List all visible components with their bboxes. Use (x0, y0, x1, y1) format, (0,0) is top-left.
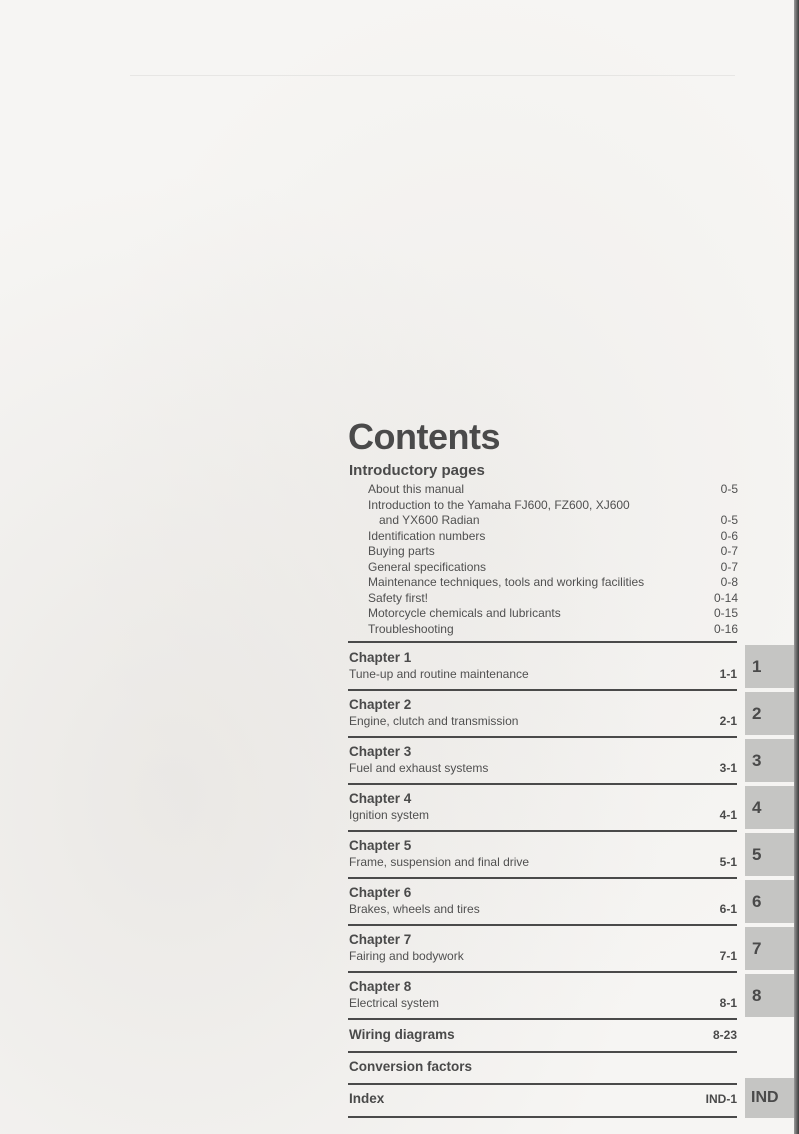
chapter-page: 7-1 (719, 949, 737, 963)
chapter-5-entry[interactable] (349, 837, 737, 870)
chapter-page: 8-1 (719, 996, 737, 1010)
thumb-tab-5[interactable]: 5 (745, 833, 794, 876)
divider (348, 1051, 737, 1053)
conversion-factors-entry[interactable] (349, 1059, 737, 1074)
chapter-title: Chapter 6 (349, 885, 412, 900)
wiring-diagrams-entry[interactable] (349, 1027, 737, 1042)
toc-page: 0-15 (713, 606, 738, 620)
toc-label: Introduction to the Yamaha FJ600, FZ600, XJ600 (368, 497, 630, 512)
entry-label: Wiring diagrams (349, 1027, 455, 1042)
chapter-title: Chapter 4 (349, 791, 412, 806)
toc-page: 0-5 (720, 513, 738, 527)
toc-entry[interactable] (368, 591, 738, 607)
chapter-title: Chapter 3 (349, 744, 412, 759)
toc-page: 0-14 (713, 590, 738, 605)
chapter-page: 2-1 (719, 714, 737, 728)
divider (348, 689, 737, 691)
toc-label: About this manual (368, 482, 465, 496)
toc-entry[interactable] (368, 498, 738, 514)
toc-entry[interactable] (368, 529, 738, 545)
toc-page: 0-7 (720, 544, 738, 558)
index-entry[interactable] (349, 1091, 737, 1106)
chapter-4-entry[interactable] (349, 790, 737, 823)
chapter-page: 6-1 (719, 902, 737, 916)
toc-label: General specifications (368, 559, 487, 574)
toc-entry[interactable] (368, 513, 738, 529)
chapter-3-entry[interactable] (349, 743, 737, 776)
entry-page: IND-1 (705, 1092, 737, 1106)
chapter-subtitle: Fuel and exhaust systems (349, 761, 489, 775)
chapter-2-entry[interactable] (349, 696, 737, 729)
divider (348, 641, 737, 643)
chapter-7-entry[interactable] (349, 931, 737, 964)
toc-page: 0-16 (713, 621, 738, 636)
toc-entry[interactable] (368, 622, 738, 638)
divider (348, 1116, 737, 1118)
toc-label: Buying parts (368, 544, 435, 558)
thumb-tab-3[interactable]: 3 (745, 739, 794, 782)
chapter-title: Chapter 7 (349, 932, 412, 947)
page-edge (794, 0, 799, 1134)
chapter-title: Chapter 1 (349, 650, 412, 665)
chapter-page: 4-1 (719, 808, 737, 822)
divider (348, 783, 737, 785)
toc-entry[interactable] (368, 560, 738, 576)
chapter-subtitle: Brakes, wheels and tires (349, 902, 480, 916)
divider (348, 877, 737, 879)
entry-page: 8-23 (712, 1028, 737, 1042)
toc-entry[interactable] (368, 575, 738, 591)
divider (348, 736, 737, 738)
thumb-tab-7[interactable]: 7 (745, 927, 794, 970)
divider (348, 924, 737, 926)
chapter-1-entry[interactable] (349, 649, 737, 682)
chapter-page: 5-1 (719, 855, 737, 869)
entry-label: Index (349, 1091, 385, 1106)
toc-entry[interactable] (368, 482, 738, 498)
chapter-6-entry[interactable] (349, 884, 737, 917)
toc-page: 0-6 (720, 528, 738, 543)
chapter-title: Chapter 2 (349, 697, 412, 712)
chapter-page: 1-1 (719, 667, 737, 681)
thumb-tab-4[interactable]: 4 (745, 786, 794, 829)
divider (348, 971, 737, 973)
toc-page: 0-7 (720, 559, 738, 574)
divider (348, 1083, 737, 1085)
toc-label: Safety first! (368, 590, 429, 605)
toc-label: and YX600 Radian (379, 513, 480, 527)
thumb-tab-6[interactable]: 6 (745, 880, 794, 923)
toc-entry[interactable] (368, 606, 738, 622)
page-title: Contents (348, 416, 500, 457)
thumb-tab-8[interactable]: 8 (745, 974, 794, 1017)
toc-label: Identification numbers (368, 528, 486, 543)
chapter-8-entry[interactable] (349, 978, 737, 1011)
chapter-subtitle: Ignition system (349, 808, 430, 822)
thumb-tab-index[interactable]: IND (745, 1078, 794, 1118)
thumb-tab-1[interactable]: 1 (745, 645, 794, 688)
chapter-subtitle: Engine, clutch and transmission (349, 714, 519, 728)
chapter-page: 3-1 (719, 761, 737, 775)
divider (348, 1018, 737, 1020)
toc-page: 0-5 (720, 482, 738, 496)
introductory-heading: Introductory pages (349, 462, 485, 479)
toc-page: 0-8 (720, 575, 738, 589)
toc-entry[interactable] (368, 544, 738, 560)
introductory-list (368, 482, 738, 637)
chapter-title: Chapter 8 (349, 979, 412, 994)
thumb-tab-2[interactable]: 2 (745, 692, 794, 735)
toc-label: Maintenance techniques, tools and working facilities (368, 575, 645, 589)
show-through-header (130, 55, 735, 76)
chapter-subtitle: Fairing and bodywork (349, 949, 464, 963)
chapter-subtitle: Tune-up and routine maintenance (349, 667, 529, 681)
chapter-title: Chapter 5 (349, 838, 412, 853)
divider (348, 830, 737, 832)
entry-label: Conversion factors (349, 1059, 473, 1074)
toc-label: Motorcycle chemicals and lubricants (368, 606, 561, 620)
chapter-subtitle: Frame, suspension and final drive (349, 855, 530, 869)
toc-label: Troubleshooting (368, 621, 454, 636)
chapter-subtitle: Electrical system (349, 996, 440, 1010)
